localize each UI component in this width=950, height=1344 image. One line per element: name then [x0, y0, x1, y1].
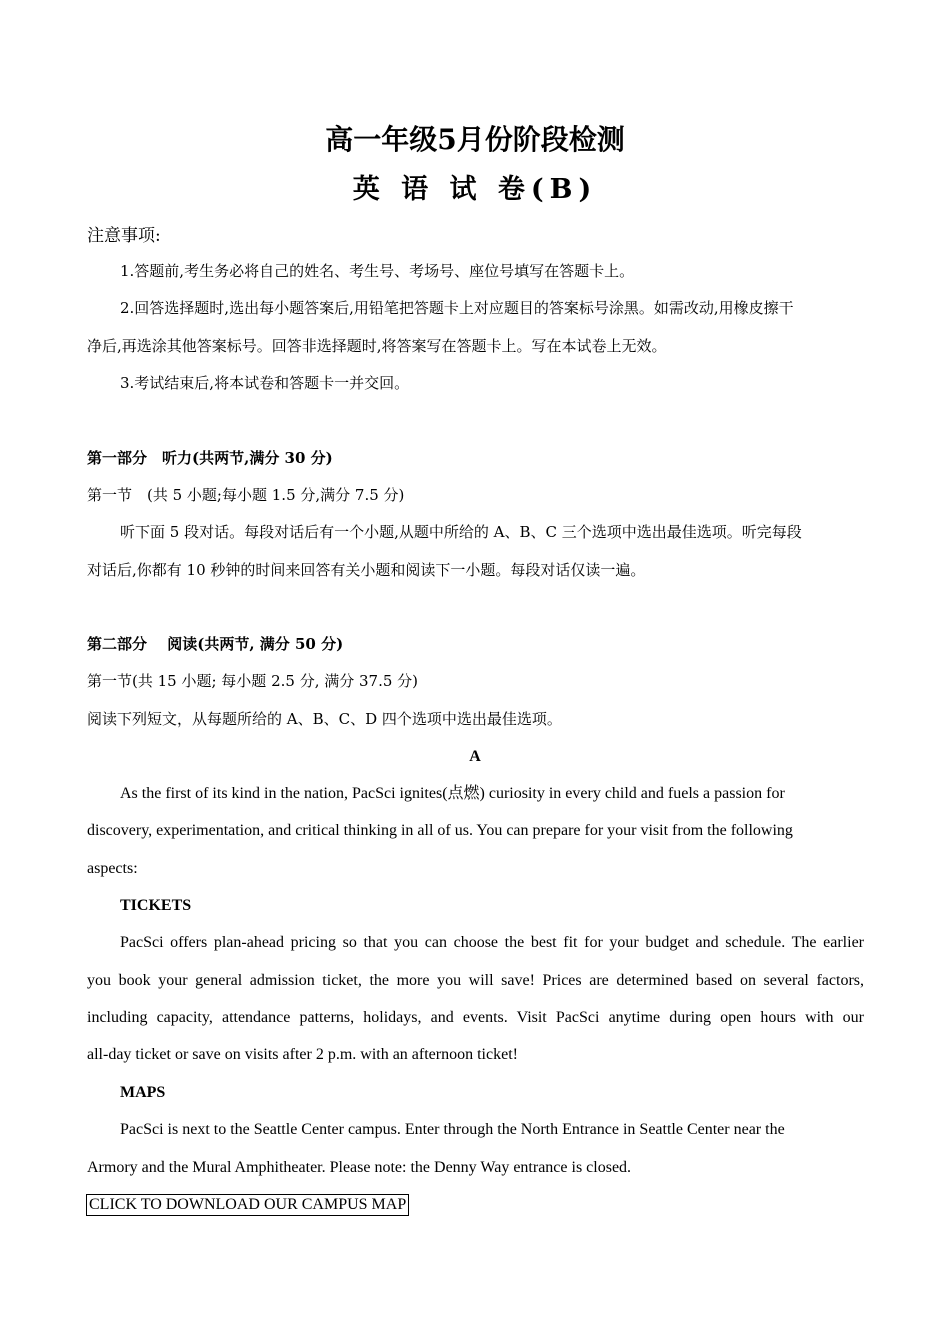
tickets-line-3: including capacity, attendance patterns, holidays, and events. Visit PacSci anytime during open hours with our — [87, 1009, 864, 1026]
part2-instructions: 阅读下列短文，从每题所给的 A、B、C、D 四个选项中选出最佳选项。 — [87, 710, 562, 728]
part2-heading: 第二部分 阅读(共两节, 满分 50 分) — [87, 635, 344, 653]
notice-item-2-line-2: 净后,再选涂其他答案标号。回答非选择题时,将答案写在答题卡上。写在本试卷上无效。 — [87, 337, 667, 355]
tickets-line-4: all-day ticket or save on visits after 2 p.m. with an afternoon ticket! — [87, 1046, 518, 1063]
notice-heading: 注意事项: — [87, 226, 161, 246]
maps-line-2: Armory and the Mural Amphitheater. Please note: the Denny Way entrance is closed. — [87, 1159, 632, 1176]
notice-item-2-line-1: 2.回答选择题时,选出每小题答案后,用铅笔把答题卡上对应题目的答案标号涂黑。如需改动,用橡皮擦干 — [120, 299, 794, 317]
campus-map-download-link[interactable]: CLICK TO DOWNLOAD OUR CAMPUS MAP — [86, 1194, 409, 1216]
passage-intro-line-2: discovery, experimentation, and critical thinking in all of us. You can prepare for your visit from the following — [87, 822, 793, 839]
maps-line-1: PacSci is next to the Seattle Center campus. Enter through the North Entrance in Seattle Center near the — [120, 1121, 785, 1138]
page-title: 高一年级5月份阶段检测 — [325, 123, 625, 156]
notice-item-1: 1.答题前,考生务必将自己的姓名、考生号、考场号、座位号填写在答题卡上。 — [120, 262, 635, 280]
part1-section-heading: 第一节 (共 5 小题;每小题 1.5 分,满分 7.5 分) — [87, 486, 405, 504]
passage-intro-line-3: aspects: — [87, 860, 138, 877]
tickets-line-1: PacSci offers plan-ahead pricing so that you can choose the best fit for your budget and schedule. The earlier — [120, 934, 864, 951]
part1-heading: 第一部分 听力(共两节,满分 30 分) — [87, 449, 333, 467]
part1-instructions-line-2: 对话后,你都有 10 秒钟的时间来回答有关小题和阅读下一小题。每段对话仅读一遍。 — [87, 561, 646, 579]
passage-label: A — [469, 748, 481, 765]
tickets-line-2: you book your general admission ticket, the more you will save! Prices are determined based on several factors, — [87, 972, 864, 989]
part1-instructions-line-1: 听下面 5 段对话。每段对话后有一个小题,从题中所给的 A、B、C 三个选项中选出最佳选项。听完每段 — [120, 523, 802, 541]
notice-item-3: 3.考试结束后,将本试卷和答题卡一并交回。 — [120, 374, 410, 392]
part2-section-heading: 第一节(共 15 小题; 每小题 2.5 分, 满分 37.5 分) — [87, 672, 419, 690]
page-subtitle: 英 语 试 卷(B) — [352, 174, 598, 205]
passage-intro-line-1: As the first of its kind in the nation, PacSci ignites(点燃) curiosity in every child and fuels a passion for — [120, 785, 785, 802]
maps-heading: MAPS — [120, 1084, 166, 1101]
tickets-heading: TICKETS — [120, 897, 192, 914]
